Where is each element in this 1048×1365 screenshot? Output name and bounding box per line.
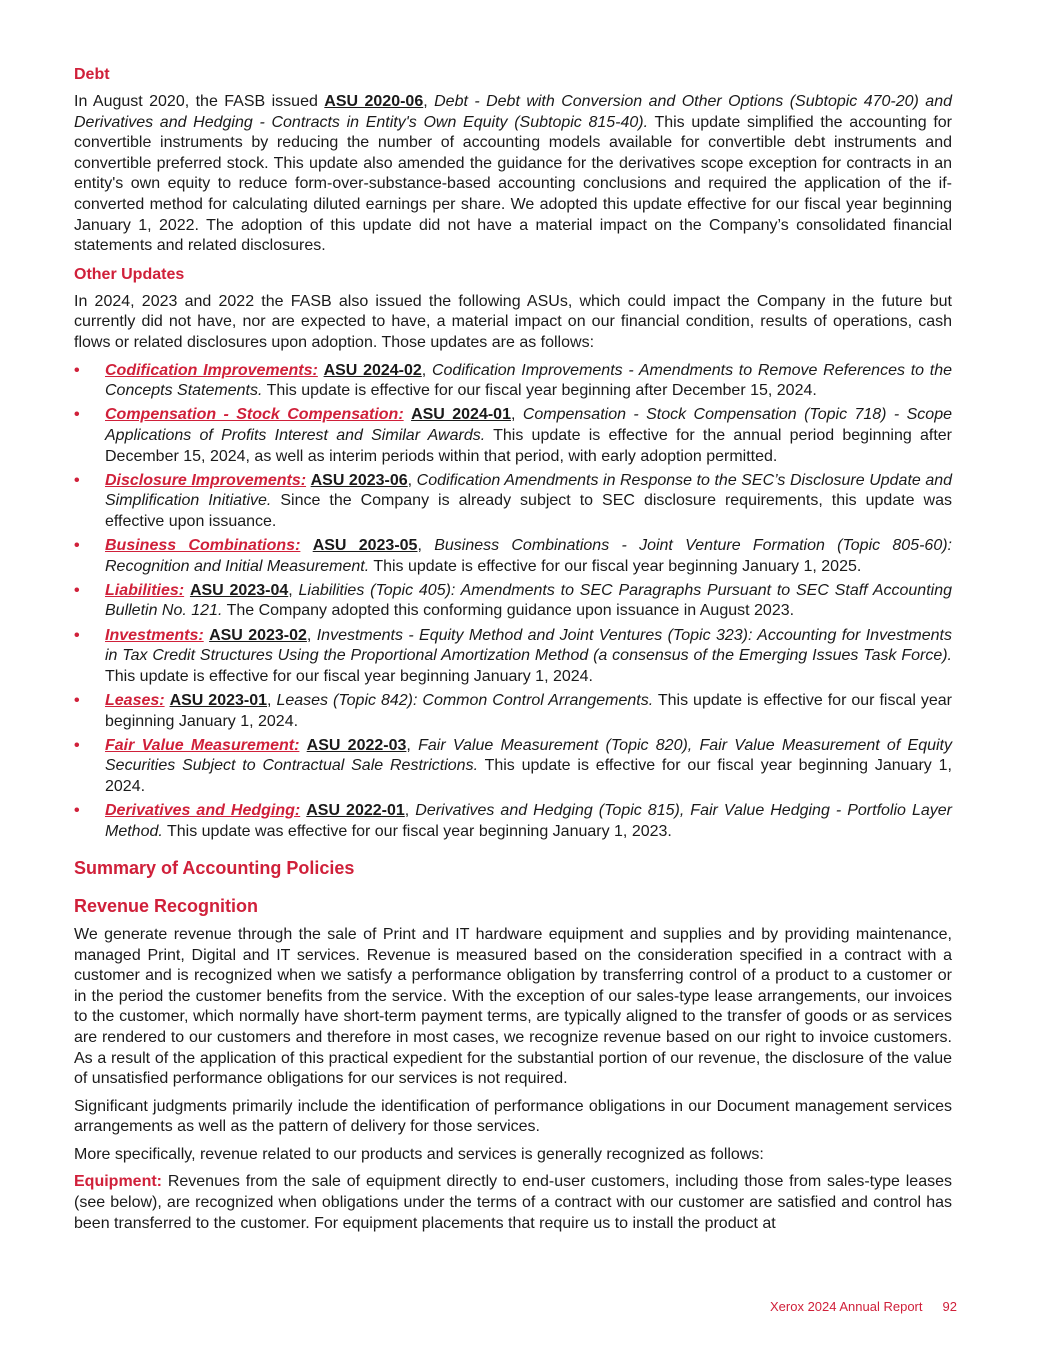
text: , [306,626,317,644]
list-item [74,691,952,732]
report-title: Xerox 2024 Annual Report [770,1299,923,1314]
judgments-paragraph: Significant judgments primarily include the identification of performance obligations in our Document management services arrangements as well as the pattern of delivery for those services. [74,1097,952,1136]
asu-link[interactable]: ASU 2022-03 [306,736,407,754]
asu-description: This update is effective for our fiscal year beginning January 1, 2024. [105,692,952,730]
list-item [74,471,952,533]
list-item [74,801,952,842]
asu-link[interactable]: ASU 2022-01 [306,802,405,820]
revenue-heading: Revenue Recognition [74,895,259,916]
topic-link[interactable]: Fair Value Measurement: [105,736,300,754]
topic-link[interactable]: Disclosure Improvements: [105,471,307,489]
equipment-lead: Equipment: [74,1173,162,1191]
asu-description: This update is effective for the annual period beginning after December 15, 2024, as well as interim periods within that period, with early adoption permitted. [105,426,952,465]
asu-description: The Company adopted this conforming guidance upon issuance in August 2023. [222,602,795,620]
text: In August 2020, the FASB issued [74,93,325,110]
bullet-icon: • [74,537,80,555]
asu-link[interactable]: ASU 2023-04 [189,581,289,599]
text: , [510,406,523,424]
topic-link[interactable]: Business Combinations: [105,537,301,555]
bullet-icon: • [74,406,80,424]
topic-link[interactable]: Derivatives and Hedging: [105,802,301,820]
specifics-paragraph: More specifically, revenue related to our products and services is generally recognized as follows: [74,1145,764,1163]
topic-link[interactable]: Investments: [105,626,204,644]
text: , [423,93,435,110]
asu-description: This update was effective for our fiscal year beginning January 1, 2023. [162,822,672,840]
text: , [404,802,416,820]
bullet-icon: • [74,736,80,754]
other-updates-intro: In 2024, 2023 and 2022 the FASB also issued the following ASUs, which could impact the Company in the future but currently did not have, nor are expected to have, a material impact on our financial condition, results of operations, cash flows or related disclosures upon adoption. Those updates are as follows: [74,292,952,351]
document-page [74,64,952,1241]
topic-link[interactable]: Codification Improvements: [105,361,318,379]
asu-title: Codification Amendments in Response to the SEC’s Disclosure Update and Simplification Initiative. [105,471,953,510]
equipment-text: Revenues from the sale of equipment directly to end-user customers, including those from sales-type leases (see below), are recognized when obligations under the terms of a contract with our customer are satisfied and control has been transferred to the customer. For equipment placements that require us to install the product at [74,1173,952,1232]
asu-title: Investments - Equity Method and Joint Ventures (Topic 323): Accounting for Investments in Tax Credit Structures Using the Proportional Amortization Method (a consensus of the Emerging Issues Task Force). [105,626,952,665]
list-item [74,536,952,577]
asu-title: Leases (Topic 842): Common Control Arrangements. [276,692,654,709]
revenue-paragraph: We generate revenue through the sale of Print and IT hardware equipment and supplies and by providing maintenance, managed Print, Digital and IT services. Revenue is measured based on the consideration specified in a contract with a customer and is recognized when we satisfy a performance obligation by transferring control of a product to a customer or in the period the customer benefits from the service. With the exception of our sales-type lease arrangements, our invoices to the customer, which normally have short-term payment terms, are typically aligned to the transfer of goods or as services are rendered to our customers and therefore in most cases, we recognize revenue based on our right to invoice customers. As a result of the application of this practical expedient for the substantial portion of our revenue, the disclosure of the value of unsatisfied performance obligations for our services is not required. [74,925,952,1088]
list-item [74,626,952,688]
asu-link[interactable]: ASU 2023-05 [312,537,418,555]
asu-link[interactable]: ASU 2023-01 [169,692,268,709]
topic-link[interactable]: Compensation - Stock Compensation: [105,406,404,424]
bullet-icon: • [74,802,80,820]
text: , [288,581,299,599]
topic-link[interactable]: Liabilities: [105,581,185,599]
topic-link[interactable]: Leases: [105,692,165,709]
text: , [407,471,417,489]
asu-description: Since the Company is already subject to SEC disclosure requirements, this update was effective upon issuance. [105,492,953,530]
asu-link[interactable]: ASU 2024-01 [411,406,511,424]
text: , [417,537,435,555]
bullet-icon: • [74,581,80,599]
asu-description: This update is effective for our fiscal year beginning January 1, 2024. [105,667,593,685]
spacer [74,846,952,856]
asu-title: Compensation - Stock Compensation (Topic 718) - Scope Applications of Profits Interest and Similar Awards. [105,406,952,444]
list-item [74,361,952,402]
text: , [406,736,419,754]
other-updates-heading: Other Updates [74,265,185,283]
text: , [421,361,432,379]
asu-link[interactable]: ASU 2020-06 [324,93,424,110]
text: This update simplified the accounting for convertible instruments by reducing the number of accounting models available for convertible debt instruments and convertible preferred stock. This update also amended the guidance for the derivatives scope exception for contracts in an entity's own equity to reduce form-over-substance-based accounting conclusions and required the application of the if-converted method for calculating diluted earnings per share. We adopted this update effective for our fiscal year beginning January 1, 2022. The adoption of this update did not have a material impact on the Company’s consolidated financial statements and related disclosures. [74,113,952,255]
list-item [74,736,952,798]
asu-list [74,361,952,843]
asu-title: Codification Improvements - Amendments to Remove References to the Concepts Statements. [105,361,953,400]
bullet-icon: • [74,626,80,644]
asu-link[interactable]: ASU 2024-02 [323,361,422,379]
page-footer [770,1299,957,1314]
debt-heading: Debt [74,66,110,83]
asu-description: This update is effective for our fiscal year beginning January 1, 2024. [105,757,952,795]
asu-title: Derivatives and Hedging (Topic 815), Fair Value Hedging - Portfolio Layer Method. [105,802,952,840]
page-number: 92 [942,1299,957,1314]
text: , [267,692,277,709]
asu-title: Business Combinations - Joint Venture Formation (Topic 805-60): Recognition and Initial Measurement. [105,537,953,575]
equipment-paragraph [74,1172,952,1234]
list-item [74,405,952,467]
asu-title: Liabilities (Topic 405): Amendments to SEC Paragraphs Pursuant to SEC Staff Accounting Bulletin No. 121. [105,581,952,620]
bullet-icon: • [74,471,80,489]
list-item [74,581,952,622]
summary-heading: Summary of Accounting Policies [74,857,355,878]
asu-description: This update is effective for our fiscal year beginning January 1, 2025. [369,557,862,575]
bullet-icon: • [74,361,80,379]
asu-description: This update is effective for our fiscal year beginning after December 15, 2024. [262,382,817,400]
debt-paragraph [74,92,952,257]
asu-link[interactable]: ASU 2023-02 [209,626,307,644]
asu-title: Fair Value Measurement (Topic 820), Fair Value Measurement of Equity Securities Subject to Contractual Sale Restrictions. [105,736,952,775]
bullet-icon: • [74,692,80,709]
asu-title: Debt - Debt with Conversion and Other Options (Subtopic 470-20) and Derivatives and Hedging - Contracts in Entity's Own Equity (Subtopic 815-40). [74,93,952,131]
asu-link[interactable]: ASU 2023-06 [310,471,408,489]
spacer [74,880,952,894]
